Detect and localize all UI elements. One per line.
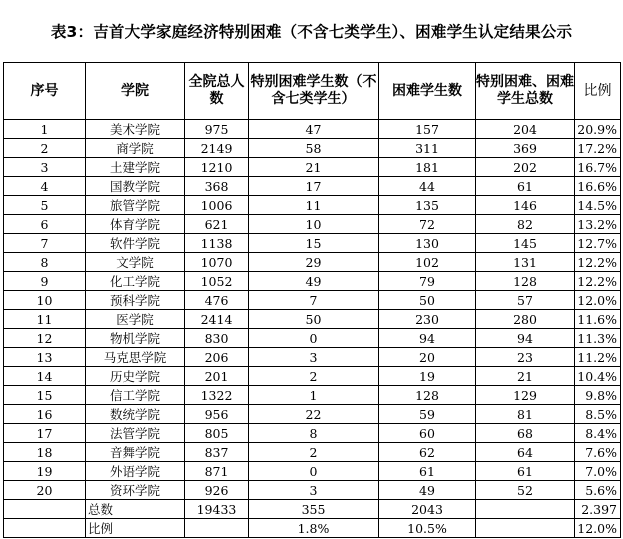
header-index: 序号	[4, 63, 86, 120]
row-total: 1210	[185, 158, 249, 177]
row-special: 2	[249, 367, 379, 386]
header-special: 特别困难学生数（不含七类学生）	[249, 63, 379, 120]
table-row	[4, 443, 621, 462]
row-ratio: 13.2%	[575, 215, 621, 234]
row-index: 12	[4, 329, 86, 348]
row-total: 830	[185, 329, 249, 348]
row-college: 信工学院	[86, 386, 185, 405]
row-ratio: 16.6%	[575, 177, 621, 196]
table-row	[4, 234, 621, 253]
row-college: 物机学院	[86, 329, 185, 348]
ratio-total	[185, 519, 249, 538]
row-sum: 94	[476, 329, 575, 348]
row-college: 历史学院	[86, 367, 185, 386]
total-index	[4, 500, 86, 519]
row-ratio: 12.2%	[575, 272, 621, 291]
row-hard: 128	[379, 386, 476, 405]
row-index: 10	[4, 291, 86, 310]
row-special: 3	[249, 481, 379, 500]
total-label: 总数	[86, 500, 185, 519]
row-hard: 130	[379, 234, 476, 253]
row-total: 956	[185, 405, 249, 424]
row-ratio: 16.7%	[575, 158, 621, 177]
row-index: 15	[4, 386, 86, 405]
row-sum: 61	[476, 462, 575, 481]
table-row	[4, 424, 621, 443]
row-college: 文学院	[86, 253, 185, 272]
row-special: 0	[249, 462, 379, 481]
row-ratio: 10.4%	[575, 367, 621, 386]
row-special: 29	[249, 253, 379, 272]
row-total: 476	[185, 291, 249, 310]
row-index: 20	[4, 481, 86, 500]
row-ratio: 17.2%	[575, 139, 621, 158]
row-college: 软件学院	[86, 234, 185, 253]
row-ratio: 12.7%	[575, 234, 621, 253]
row-sum: 61	[476, 177, 575, 196]
total-ratio: 2.397	[575, 500, 621, 519]
header-row	[4, 63, 621, 120]
ratio-sum	[476, 519, 575, 538]
row-total: 1070	[185, 253, 249, 272]
row-total: 1138	[185, 234, 249, 253]
row-special: 58	[249, 139, 379, 158]
row-index: 18	[4, 443, 86, 462]
row-sum: 146	[476, 196, 575, 215]
header-college: 学院	[86, 63, 185, 120]
row-ratio: 5.6%	[575, 481, 621, 500]
header-hard: 困难学生数	[379, 63, 476, 120]
table-row	[4, 329, 621, 348]
row-special: 50	[249, 310, 379, 329]
table-title: 表3：吉首大学家庭经济特别困难（不含七类学生）、困难学生认定结果公示	[50, 23, 573, 41]
table-row	[4, 272, 621, 291]
total-sum	[476, 500, 575, 519]
row-index: 6	[4, 215, 86, 234]
row-index: 1	[4, 120, 86, 139]
row-sum: 82	[476, 215, 575, 234]
table-row	[4, 158, 621, 177]
row-total: 1006	[185, 196, 249, 215]
ratio-row	[4, 519, 621, 538]
row-special: 22	[249, 405, 379, 424]
row-index: 13	[4, 348, 86, 367]
table-row	[4, 462, 621, 481]
ratio-index	[4, 519, 86, 538]
row-special: 10	[249, 215, 379, 234]
row-total: 837	[185, 443, 249, 462]
row-hard: 311	[379, 139, 476, 158]
row-sum: 202	[476, 158, 575, 177]
row-ratio: 8.4%	[575, 424, 621, 443]
row-total: 206	[185, 348, 249, 367]
row-hard: 79	[379, 272, 476, 291]
table-row	[4, 177, 621, 196]
row-ratio: 11.6%	[575, 310, 621, 329]
row-college: 化工学院	[86, 272, 185, 291]
row-special: 15	[249, 234, 379, 253]
row-index: 16	[4, 405, 86, 424]
row-hard: 50	[379, 291, 476, 310]
row-total: 1322	[185, 386, 249, 405]
table-row	[4, 139, 621, 158]
row-hard: 44	[379, 177, 476, 196]
row-hard: 20	[379, 348, 476, 367]
row-sum: 131	[476, 253, 575, 272]
row-special: 17	[249, 177, 379, 196]
row-special: 3	[249, 348, 379, 367]
row-college: 美术学院	[86, 120, 185, 139]
row-sum: 57	[476, 291, 575, 310]
row-total: 805	[185, 424, 249, 443]
row-index: 17	[4, 424, 86, 443]
row-college: 医学院	[86, 310, 185, 329]
row-special: 1	[249, 386, 379, 405]
row-hard: 59	[379, 405, 476, 424]
row-ratio: 12.2%	[575, 253, 621, 272]
row-sum: 23	[476, 348, 575, 367]
row-index: 4	[4, 177, 86, 196]
header-sum: 特别困难、困难学生总数	[476, 63, 575, 120]
row-hard: 60	[379, 424, 476, 443]
row-college: 法管学院	[86, 424, 185, 443]
total-hard: 2043	[379, 500, 476, 519]
row-special: 21	[249, 158, 379, 177]
row-ratio: 7.6%	[575, 443, 621, 462]
row-hard: 49	[379, 481, 476, 500]
row-ratio: 12.0%	[575, 291, 621, 310]
row-special: 0	[249, 329, 379, 348]
table-row	[4, 215, 621, 234]
row-sum: 21	[476, 367, 575, 386]
row-hard: 61	[379, 462, 476, 481]
row-total: 621	[185, 215, 249, 234]
row-index: 8	[4, 253, 86, 272]
row-total: 368	[185, 177, 249, 196]
row-total: 1052	[185, 272, 249, 291]
row-ratio: 11.2%	[575, 348, 621, 367]
row-total: 2414	[185, 310, 249, 329]
row-college: 资环学院	[86, 481, 185, 500]
row-index: 7	[4, 234, 86, 253]
table-row	[4, 348, 621, 367]
row-total: 2149	[185, 139, 249, 158]
table-row	[4, 386, 621, 405]
row-college: 商学院	[86, 139, 185, 158]
row-hard: 19	[379, 367, 476, 386]
row-special: 7	[249, 291, 379, 310]
row-ratio: 14.5%	[575, 196, 621, 215]
row-ratio: 9.8%	[575, 386, 621, 405]
results-table	[3, 62, 621, 538]
table-row	[4, 120, 621, 139]
row-hard: 62	[379, 443, 476, 462]
row-college: 音舞学院	[86, 443, 185, 462]
row-ratio: 11.3%	[575, 329, 621, 348]
row-hard: 135	[379, 196, 476, 215]
row-sum: 369	[476, 139, 575, 158]
row-special: 49	[249, 272, 379, 291]
row-index: 14	[4, 367, 86, 386]
table-row	[4, 253, 621, 272]
table-row	[4, 196, 621, 215]
row-hard: 72	[379, 215, 476, 234]
row-index: 2	[4, 139, 86, 158]
row-index: 9	[4, 272, 86, 291]
row-special: 11	[249, 196, 379, 215]
header-ratio: 比例	[575, 63, 621, 120]
row-sum: 68	[476, 424, 575, 443]
row-ratio: 20.9%	[575, 120, 621, 139]
row-index: 19	[4, 462, 86, 481]
ratio-ratio: 12.0%	[575, 519, 621, 538]
row-sum: 280	[476, 310, 575, 329]
row-total: 871	[185, 462, 249, 481]
row-sum: 128	[476, 272, 575, 291]
row-index: 11	[4, 310, 86, 329]
table-row	[4, 310, 621, 329]
row-hard: 181	[379, 158, 476, 177]
ratio-hard: 10.5%	[379, 519, 476, 538]
row-special: 47	[249, 120, 379, 139]
row-college: 马克思学院	[86, 348, 185, 367]
row-college: 数统学院	[86, 405, 185, 424]
row-special: 8	[249, 424, 379, 443]
table-row	[4, 291, 621, 310]
row-college: 土建学院	[86, 158, 185, 177]
row-sum: 129	[476, 386, 575, 405]
row-sum: 204	[476, 120, 575, 139]
row-sum: 145	[476, 234, 575, 253]
row-index: 3	[4, 158, 86, 177]
total-total: 19433	[185, 500, 249, 519]
row-college: 旅管学院	[86, 196, 185, 215]
row-college: 体育学院	[86, 215, 185, 234]
row-college: 外语学院	[86, 462, 185, 481]
ratio-label: 比例	[86, 519, 185, 538]
row-college: 预科学院	[86, 291, 185, 310]
row-college: 国教学院	[86, 177, 185, 196]
total-row	[4, 500, 621, 519]
table-row	[4, 367, 621, 386]
row-ratio: 8.5%	[575, 405, 621, 424]
table-row	[4, 481, 621, 500]
row-hard: 94	[379, 329, 476, 348]
total-special: 355	[249, 500, 379, 519]
row-special: 2	[249, 443, 379, 462]
row-hard: 230	[379, 310, 476, 329]
table-row	[4, 405, 621, 424]
row-sum: 52	[476, 481, 575, 500]
row-total: 201	[185, 367, 249, 386]
row-sum: 81	[476, 405, 575, 424]
row-index: 5	[4, 196, 86, 215]
header-total: 全院总人数	[185, 63, 249, 120]
row-hard: 157	[379, 120, 476, 139]
row-ratio: 7.0%	[575, 462, 621, 481]
row-hard: 102	[379, 253, 476, 272]
row-sum: 64	[476, 443, 575, 462]
row-total: 926	[185, 481, 249, 500]
ratio-special: 1.8%	[249, 519, 379, 538]
row-total: 975	[185, 120, 249, 139]
